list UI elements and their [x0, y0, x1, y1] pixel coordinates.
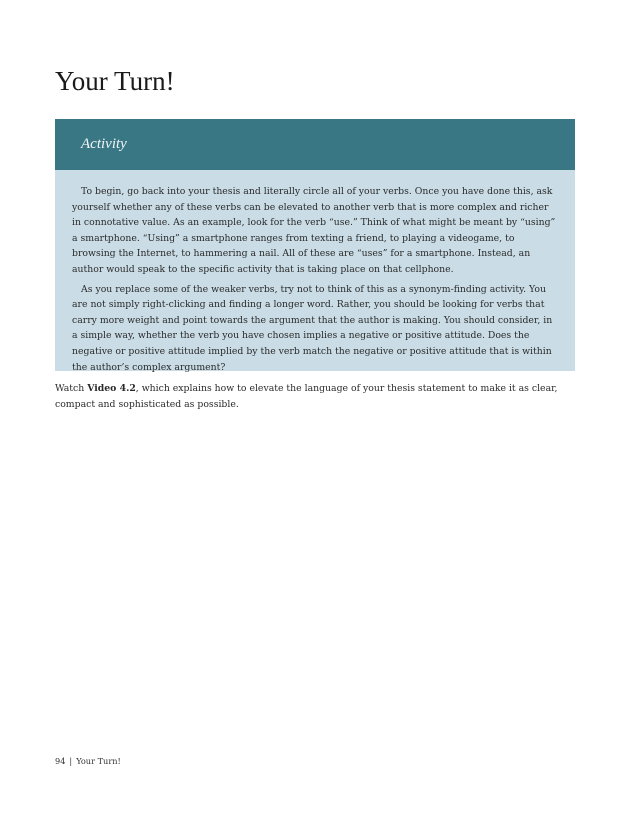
activity-box — [55, 119, 575, 371]
watch-prefix: Watch — [55, 383, 88, 394]
watch-suffix: , which explains how to elevate the language of your thesis statement to make it as clear, compact and sophisticated as possible. — [55, 383, 558, 410]
activity-paragraph-2: As you replace some of the weaker verbs, try not to think of this as a synonym-finding activity. You are not simply right-clicking and finding a longer word. Rather, you should be looking for verbs that carry more weight and point towards the argument that the author is making. You should consider, in a simple way, whether the verb you have chosen implies a negative or positive attitude. Does the negative or positive attitude implied by the verb match the negative or positive attitude that is within the author’s complex argument? — [72, 283, 553, 373]
video-link[interactable]: Video 4.2 — [87, 383, 136, 394]
activity-title: Activity — [81, 136, 127, 152]
page-title: Your Turn! — [55, 66, 175, 96]
watch-video-paragraph — [55, 381, 577, 412]
footer-separator: | — [69, 756, 73, 766]
activity-paragraph-1: To begin, go back into your thesis and literally circle all of your verbs. Once you have done this, ask yourself whether any of these verbs can be elevated to another verb that is more complex and richer in connotative value. As an example, look for the verb “use.” Think of what might be meant by “using” a smartphone. “Using” a smartphone ranges from texting a friend, to playing a videogame, to browsing the Internet, to hammering a nail. All of these are “uses” for a smartphone. Instead, an author would speak to the specific activity that is taking place on that cellphone. — [72, 186, 556, 275]
activity-header — [55, 119, 575, 170]
activity-body — [55, 170, 575, 375]
page-footer — [55, 755, 121, 767]
page-number: 94 — [55, 756, 66, 766]
footer-section: Your Turn! — [76, 756, 121, 766]
